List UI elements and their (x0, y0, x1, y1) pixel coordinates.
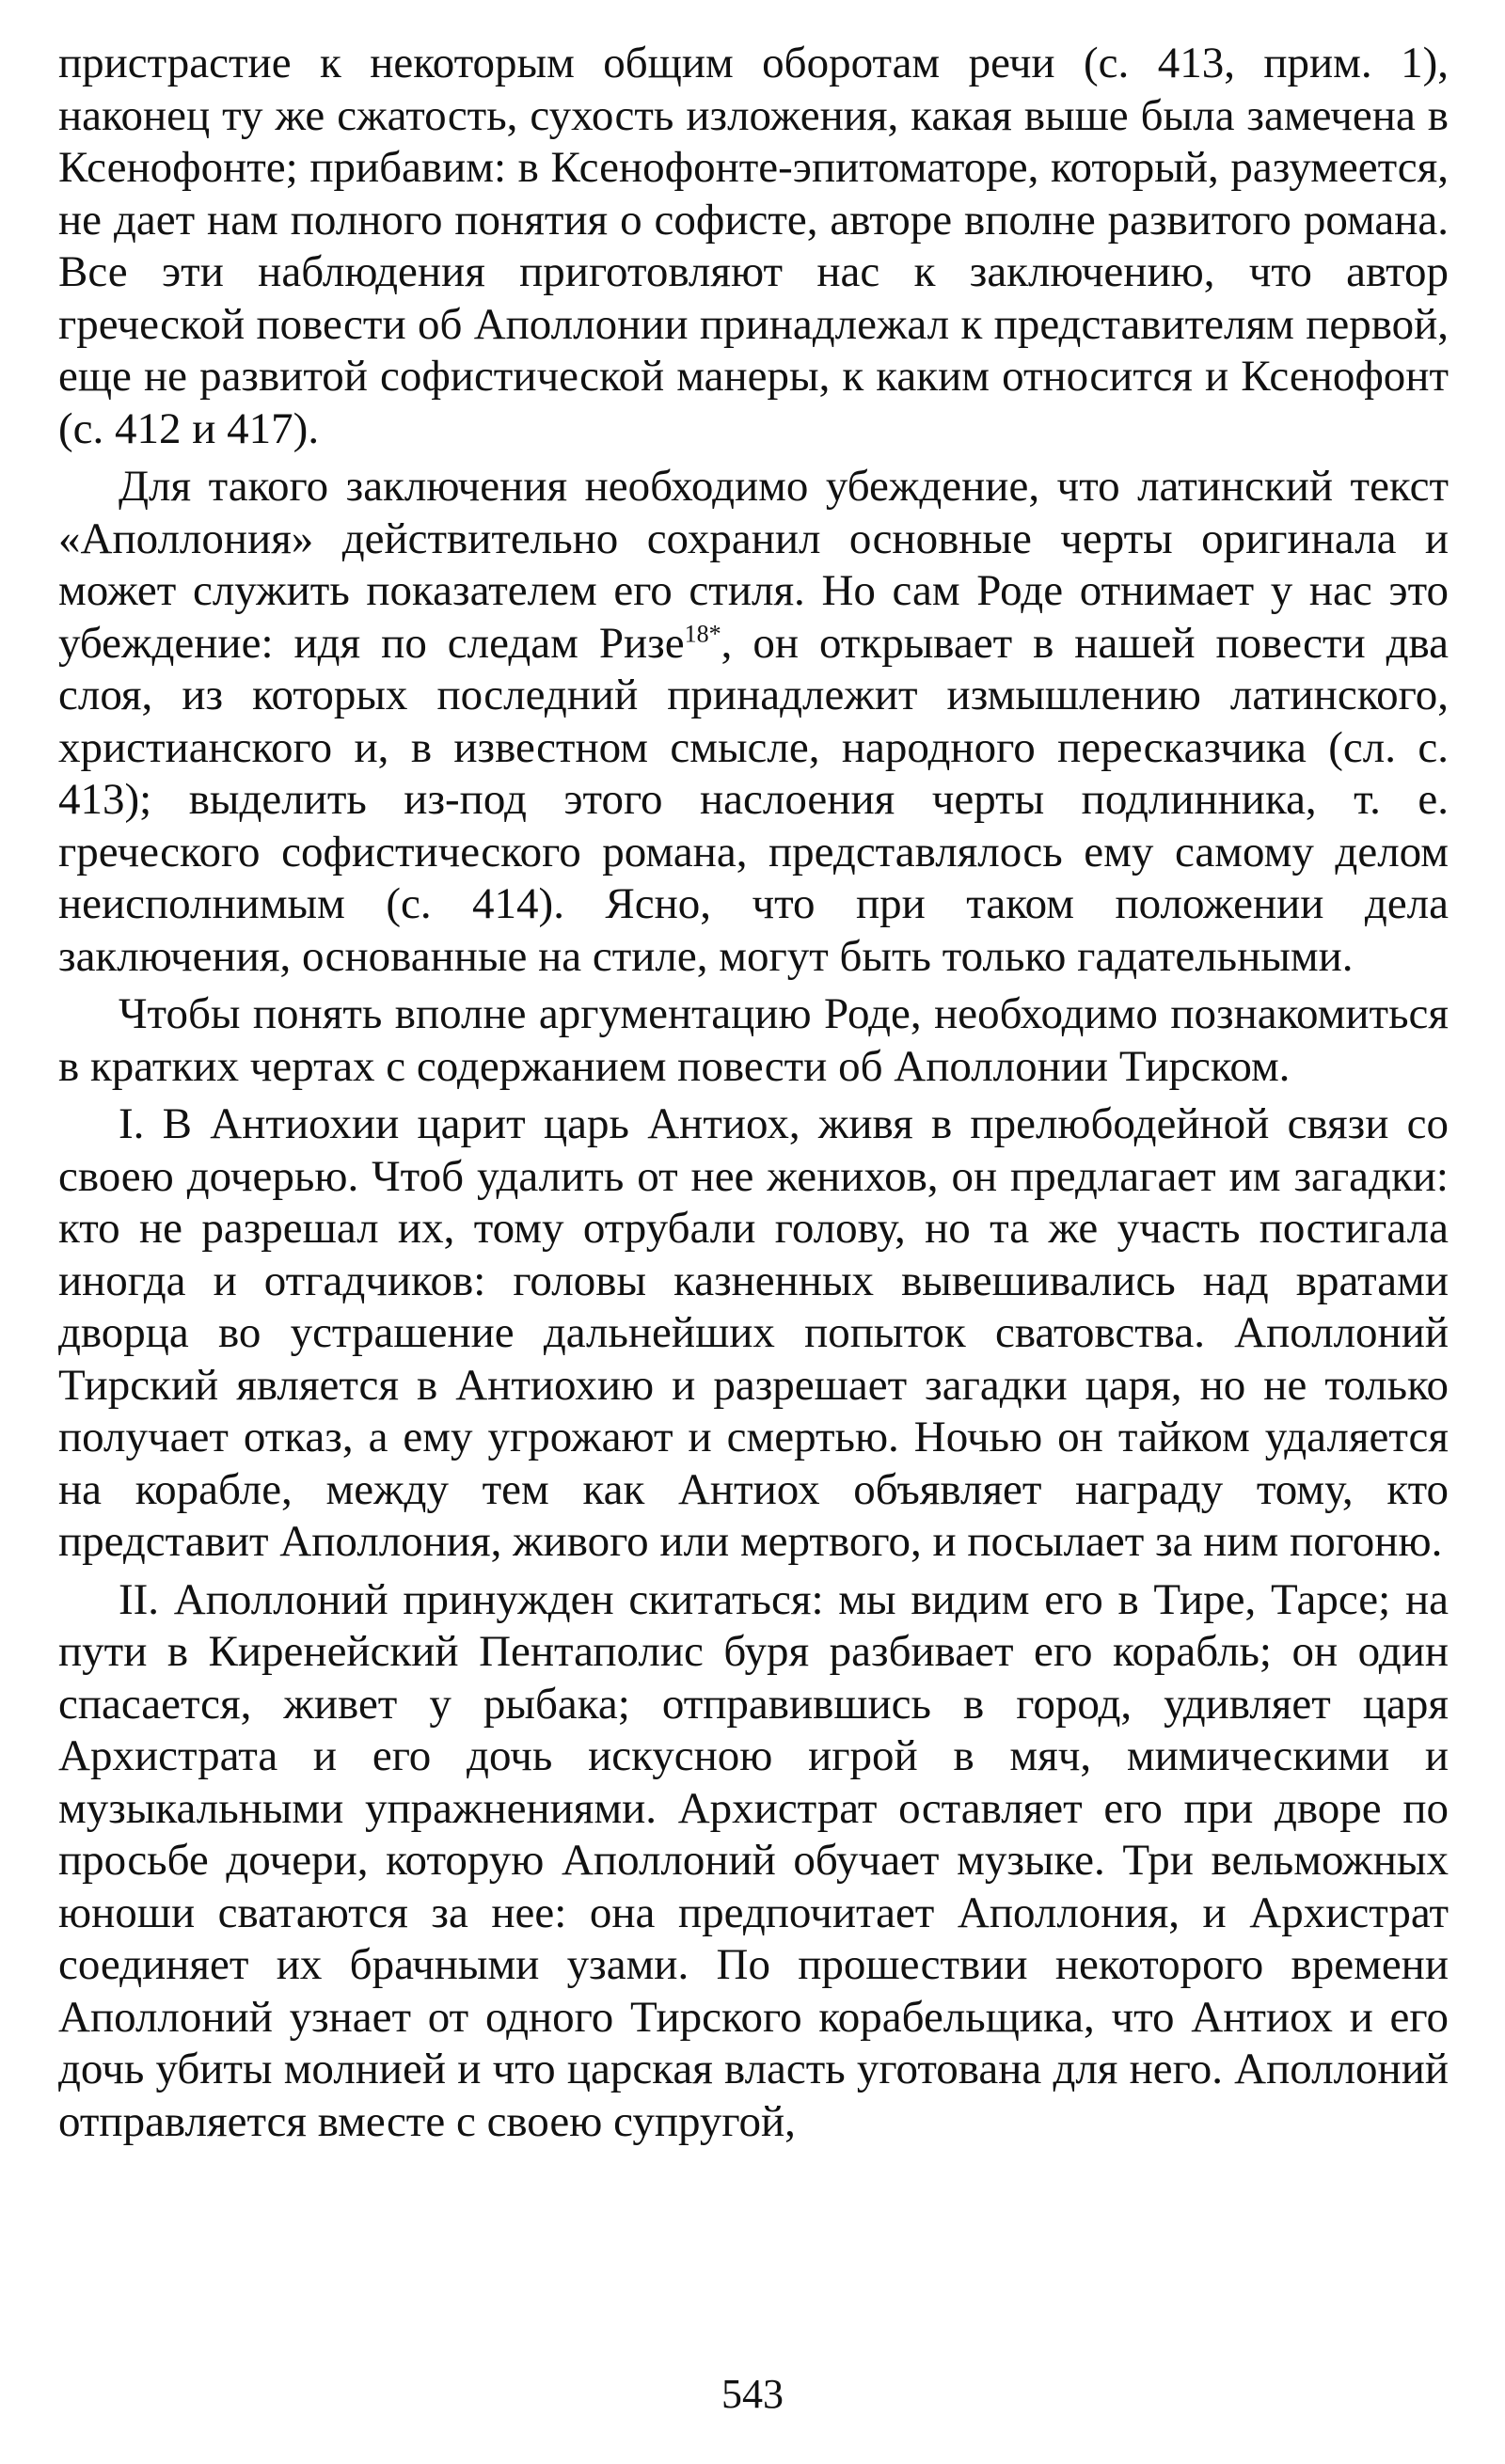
paragraph-part-two: II. Аполлоний принужден скитаться: мы видим его в Тире, Тарсе; на пути в Киренейский Пентаполис буря разбивает его корабль; он один спасается, живет у рыбака; отправившись в город, удивляет царя Архистрата и его дочь искусною игрой в мяч, мимическими и музыкальными упражнениями. Архистрат оставляет его при дворе по просьбе дочери, которую Аполлоний обучает музыке. Три вельможных юноши сватаются за нее: она предпочитает Аполлония, и Архистрат соединяет их брачными узами. По прошествии некоторого времени Аполлоний узнает от одного Тирского корабельщика, что Антиох и его дочь убиты молнией и что царская власть уготована для него. Аполлоний отправляется вместе с своею супругой, (58, 1574, 1449, 2146)
footnote-marker: 18* (684, 619, 721, 647)
paragraph-intro: Чтобы понять вполне аргументацию Роде, необходимо познакомиться в кратких чертах с содержанием повести об Аполлонии Тирском. (58, 989, 1449, 1091)
paragraph-continuation: пристрастие к некоторым общим оборотам речи (с. 413, прим. 1), наконец ту же сжатость, сухость изложения, какая выше была замечена в Ксенофонте; прибавим: в Ксенофонте-эпитоматоре, который, разумеется, не дает нам полного понятия о софисте, авторе вполне развитого романа. Все эти наблюдения приготовляют нас к заключению, что автор греческой повести об Аполлонии принадлежал к представителям первой, еще не развитой софистической манеры, к каким относится и Ксенофонт (с. 412 и 417). (58, 39, 1449, 453)
paragraph-text: Для такого заключения необходимо убеждение, что латинский текст «Аполлония» действительно сохранил основные черты оригинала и может служить показателем его стиля. Но сам Роде отнимает у нас это убеждение: идя по следам Ризе (58, 462, 1449, 668)
page-number: 543 (721, 2371, 784, 2417)
document-page (58, 38, 1449, 2154)
paragraph-argument (58, 461, 1449, 983)
paragraph-part-one: I. В Антиохии царит царь Антиох, живя в прелюбодейной связи со своею дочерью. Чтоб удалить от нее женихов, он предлагает им загадки: кто не разрешал их, тому отрубали голову, но та же участь постигала иногда и отгадчиков: головы казненных вывешивались над вратами дворца во устрашение дальнейших попыток сватовства. Аполлоний Тирский является в Антиохию и разрешает загадки царя, но не только получает отказ, а ему угрожают и смертью. Ночью он тайком удаляется на корабле, между тем как Антиох объявляет награду тому, кто представит Аполлония, живого или мертвого, и посылает за ним погоню. (58, 1099, 1449, 1566)
paragraph-text: , он открывает в нашей повести два слоя, из которых последний принадлежит измышлению латинского, христианского и, в известном смысле, народного пересказчика (сл. с. 413); выделить из-под этого наслоения черты подлинника, т. е. греческого софистического романа, представлялось ему самому делом неисполнимым (с. 414). Ясно, что при таком положении дела заключения, основанные на стиле, могут быть только гадательными. (58, 618, 1449, 981)
